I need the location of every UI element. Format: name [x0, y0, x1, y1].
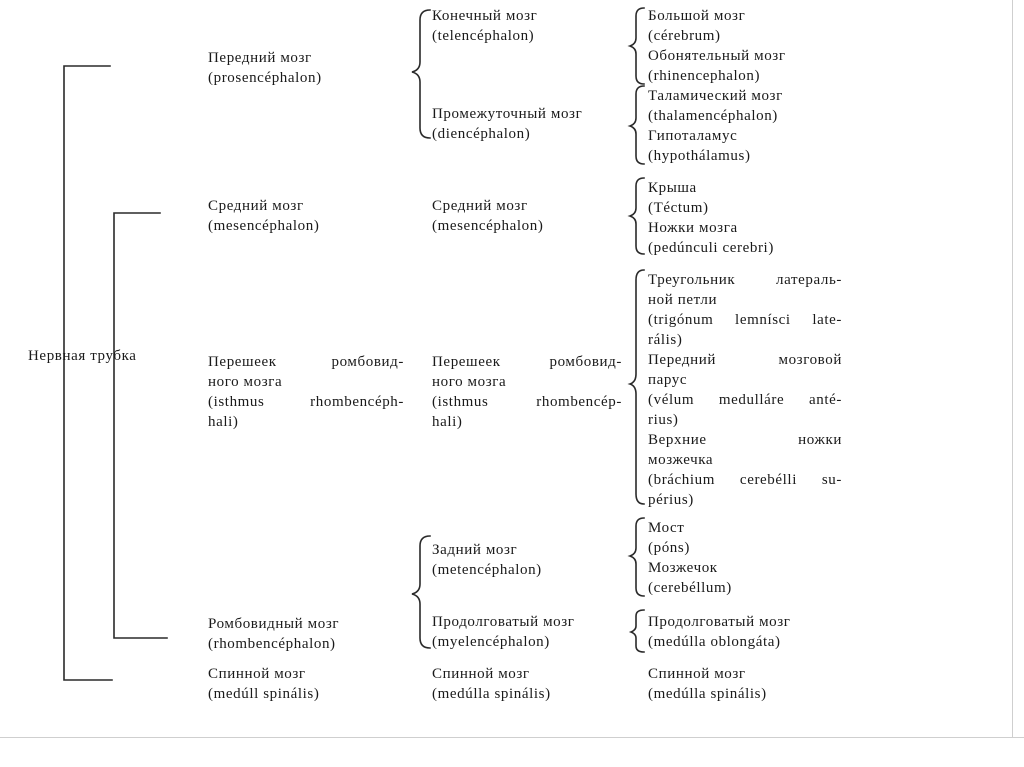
l2-myelencephalon [432, 612, 575, 652]
brace-diencephalon [630, 86, 644, 164]
l2-telencephalon-ru: Конечный мозг [432, 8, 538, 24]
l1-spinal-lat: (medúll spinális) [208, 686, 320, 702]
l3-mesencephalon [648, 178, 774, 258]
l1-spinal-ru: Спинной мозг [208, 666, 306, 682]
l3-thalamencephalon-lat: (thalamencéphalon) [648, 108, 778, 124]
l3-rhinencephalon-ru: Обонятельный мозг [648, 48, 786, 64]
l3-hypothalamus-ru: Гипоталамус [648, 128, 738, 144]
l3-hypothalamus-lat: (hypothálamus) [648, 148, 751, 164]
l3-peduncles-ru: Ножки мозга [648, 220, 738, 236]
l1-isthmus [208, 352, 404, 432]
brace-metencephalon [630, 518, 644, 596]
l2-diencephalon-lat: (diencéphalon) [432, 126, 531, 142]
l3-pons-lat: (póns) [648, 540, 690, 556]
l3-isthmus-line9: Верхние ножки [648, 432, 842, 448]
l3-spinal-ru: Спинной мозг [648, 666, 746, 682]
l3-thalamencephalon-ru: Таламический мозг [648, 88, 783, 104]
l1-prosencephalon-ru: Передний мозг [208, 50, 312, 66]
l3-isthmus-line11: (bráchium cerebélli su- [648, 472, 842, 488]
l2-mesencephalon [432, 196, 543, 236]
l2-isthmus-line3: (isthmus rhombencép- [432, 394, 622, 410]
brace-isthmus [630, 270, 644, 504]
l2-metencephalon-ru: Задний мозг [432, 542, 518, 558]
l3-rhinencephalon-lat: (rhinencephalon) [648, 68, 761, 84]
inner-bracket [114, 213, 167, 638]
l2-myelencephalon-ru: Продолговатый мозг [432, 614, 575, 630]
l3-isthmus [648, 270, 842, 510]
l2-isthmus-line2: ного мозга [432, 374, 507, 390]
l3-tectum-lat: (Téctum) [648, 200, 709, 216]
l3-cerebrum-lat: (cérebrum) [648, 28, 721, 44]
l3-diencephalon [648, 86, 783, 166]
l2-diencephalon [432, 104, 582, 144]
l3-telencephalon [648, 6, 786, 86]
brace-telencephalon [630, 8, 644, 84]
l2-telencephalon [432, 6, 537, 46]
l1-rhombencephalon-lat: (rhombencéphalon) [208, 636, 336, 652]
l3-isthmus-line3: (trigónum lemnísci late- [648, 312, 842, 328]
brace-myelencephalon [631, 610, 644, 652]
l1-mesencephalon-ru: Средний мозг [208, 198, 304, 214]
l3-cerebrum-ru: Большой мозг [648, 8, 746, 24]
l2-mesencephalon-lat: (mesencéphalon) [432, 218, 544, 234]
l2-spinal [432, 664, 551, 704]
l2-isthmus-line4: hali) [432, 414, 463, 430]
l3-isthmus-line8: rius) [648, 412, 679, 428]
l3-spinal-lat: (medúlla spinális) [648, 686, 767, 702]
l2-telencephalon-lat: (telencéphalon) [432, 28, 535, 44]
l1-isthmus-line2: ного мозга [208, 374, 283, 390]
root-label [28, 346, 137, 366]
brace-rhombencephalon [412, 536, 430, 648]
l2-isthmus-line1: Перешеек ромбовид- [432, 354, 622, 370]
l3-spinal [648, 664, 767, 704]
l3-isthmus-line5: Передний мозговой [648, 352, 842, 368]
l3-medulla-ru: Продолговатый мозг [648, 614, 791, 630]
l3-cerebellum-ru: Мозжечок [648, 560, 718, 576]
l2-mesencephalon-ru: Средний мозг [432, 198, 528, 214]
l1-mesencephalon [208, 196, 319, 236]
l2-myelencephalon-lat: (myelencéphalon) [432, 634, 550, 650]
brace-prosencephalon [412, 10, 430, 138]
l1-spinal [208, 664, 319, 704]
l3-isthmus-line4: rális) [648, 332, 683, 348]
l2-metencephalon [432, 540, 542, 580]
l3-isthmus-line6: парус [648, 372, 688, 388]
l1-isthmus-line4: hali) [208, 414, 239, 430]
l1-mesencephalon-lat: (mesencéphalon) [208, 218, 320, 234]
l3-myelencephalon [648, 612, 791, 652]
l3-isthmus-line12: périus) [648, 492, 694, 508]
l2-spinal-ru: Спинной мозг [432, 666, 530, 682]
l3-tectum-ru: Крыша [648, 180, 697, 196]
l1-isthmus-line3: (isthmus rhombencéph- [208, 394, 404, 410]
l3-isthmus-line7: (vélum medulláre anté- [648, 392, 842, 408]
l3-isthmus-line10: мозжечка [648, 452, 714, 468]
l2-spinal-lat: (medúlla spinális) [432, 686, 551, 702]
outer-bracket [64, 66, 112, 680]
l3-medulla-lat: (medúlla oblongáta) [648, 634, 781, 650]
l3-metencephalon [648, 518, 732, 598]
l3-peduncles-lat: (pedúnculi cerebri) [648, 240, 774, 256]
l2-metencephalon-lat: (metencéphalon) [432, 562, 542, 578]
l1-isthmus-line1: Перешеек ромбовид- [208, 354, 404, 370]
l3-isthmus-line1: Треугольник латераль- [648, 272, 842, 288]
l1-rhombencephalon-ru: Ромбовидный мозг [208, 616, 340, 632]
l2-diencephalon-ru: Промежуточный мозг [432, 106, 583, 122]
l1-prosencephalon [208, 48, 322, 88]
l3-pons-ru: Мост [648, 520, 685, 536]
l3-isthmus-line2: ной петли [648, 292, 718, 308]
brace-mesencephalon [630, 178, 644, 254]
root-label-text: Нервная трубка [28, 348, 137, 364]
l1-rhombencephalon [208, 614, 339, 654]
l1-prosencephalon-lat: (prosencéphalon) [208, 70, 322, 86]
l3-cerebellum-lat: (cerebéllum) [648, 580, 732, 596]
l2-isthmus [432, 352, 622, 432]
